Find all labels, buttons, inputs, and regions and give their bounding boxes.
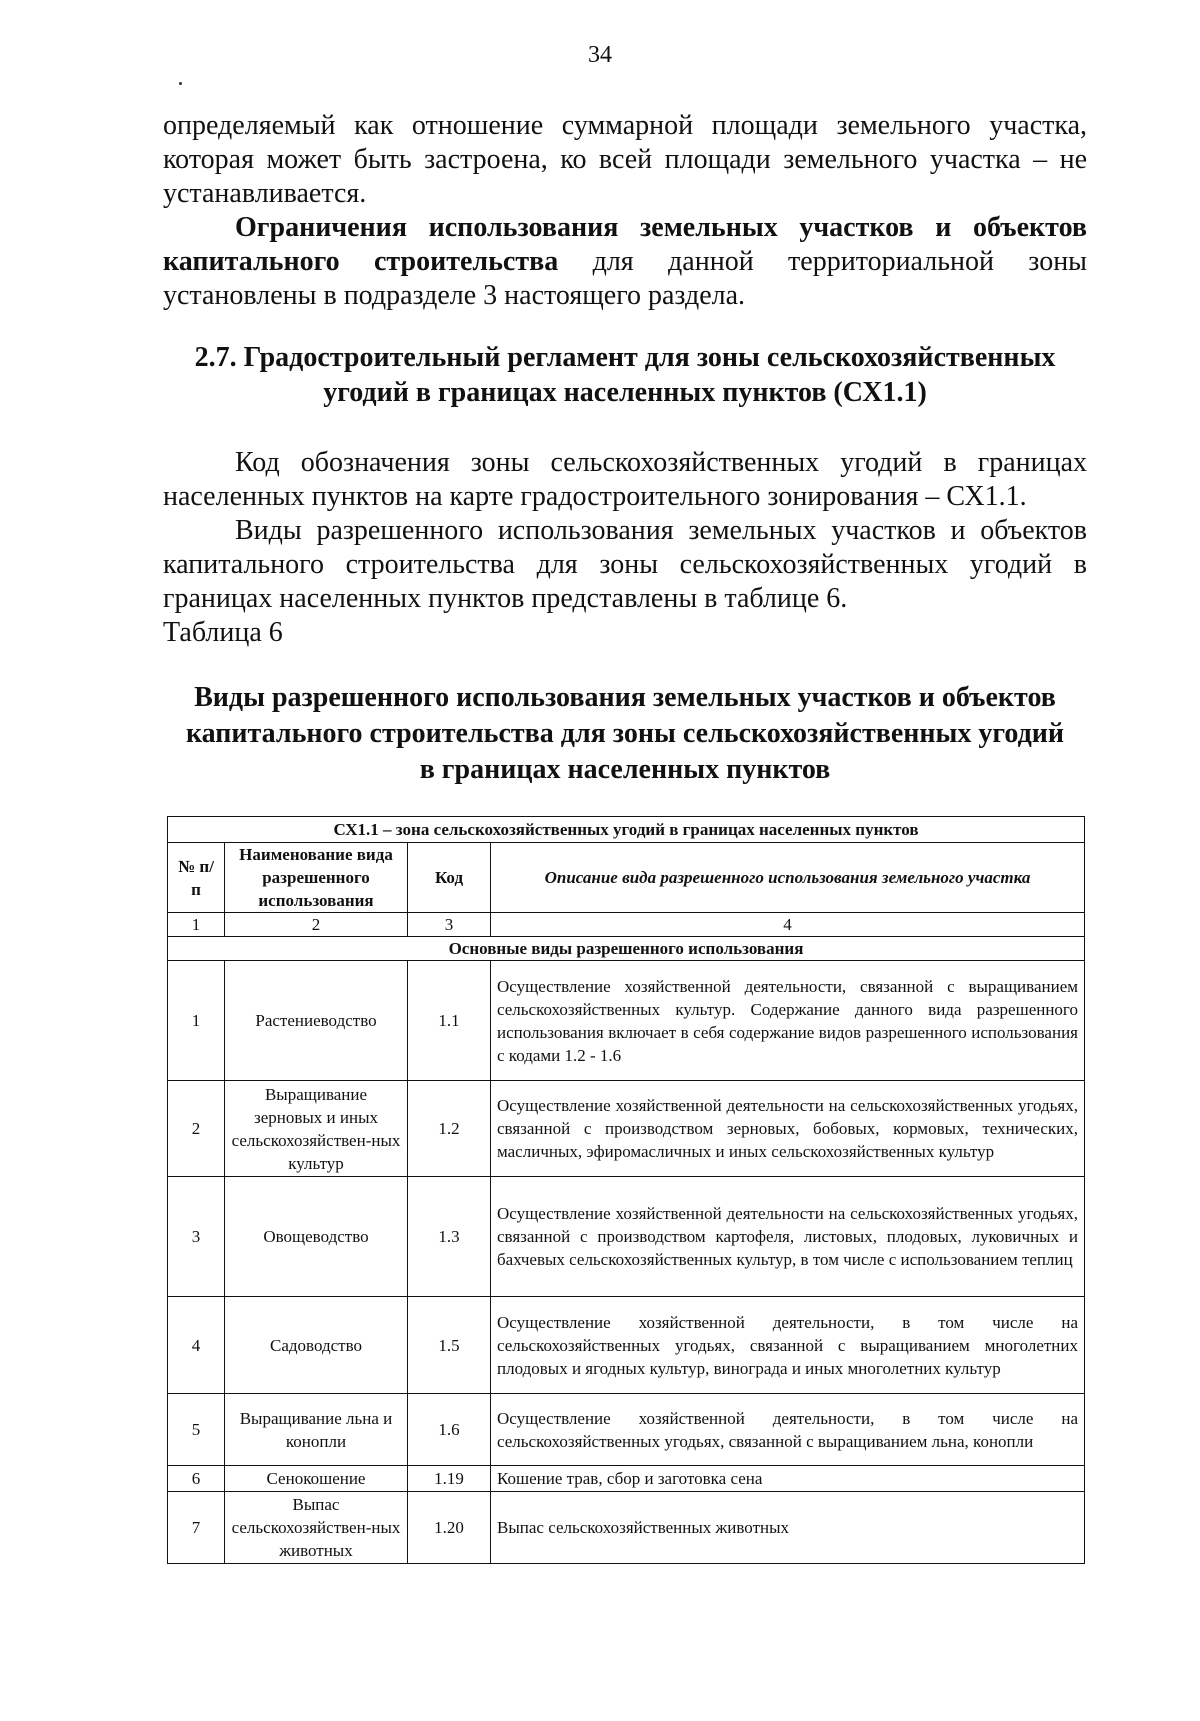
permitted-use-table — [167, 816, 1085, 1564]
row-desc: Осуществление хозяйственной деятельности, в том числе на сельскохозяйственных угодьях, связанной с выращиванием льна, конопли — [491, 1394, 1085, 1466]
row-desc: Выпас сельскохозяйственных животных — [491, 1492, 1085, 1564]
row-code: 1.3 — [408, 1177, 491, 1297]
group-header-row — [168, 937, 1085, 961]
row-name: Выпас сельскохозяйствен-ных животных — [225, 1492, 408, 1564]
col-header-code: Код — [408, 843, 491, 913]
row-desc: Осуществление хозяйственной деятельности, связанной с выращиванием сельскохозяйственных культур. Содержание данного вида разрешенного использования включает в себя содержание видов разрешенного использования с кодами 1.2 - 1.6 — [491, 961, 1085, 1081]
row-num: 1 — [168, 961, 225, 1081]
column-header-row — [168, 843, 1085, 913]
row-code: 1.20 — [408, 1492, 491, 1564]
row-desc: Кошение трав, сбор и заготовка сена — [491, 1466, 1085, 1492]
table-label: Таблица 6 — [163, 617, 283, 648]
row-code: 1.1 — [408, 961, 491, 1081]
row-num: 2 — [168, 1081, 225, 1177]
table-title-line-3: в границах населенных пунктов — [419, 754, 831, 785]
col-header-desc: Описание вида разрешенного использования земельного участка — [491, 843, 1085, 913]
group-header: Основные виды разрешенного использования — [168, 937, 1085, 961]
row-name: Выращивание зерновых и иных сельскохозяйствен-ных культур — [225, 1081, 408, 1177]
col-header-name: Наименование вида разрешенного использования — [225, 843, 408, 913]
row-name: Выращивание льна и конопли — [225, 1394, 408, 1466]
row-desc: Осуществление хозяйственной деятельности на сельскохозяйственных угодьях, связанной с производством картофеля, листовых, плодовых, луковичных и бахчевых сельскохозяйственных культур, в том числе с использованием теплиц — [491, 1177, 1085, 1297]
row-name: Растениеводство — [225, 961, 408, 1081]
page-number: 34 — [588, 42, 612, 68]
zone-header-row — [168, 817, 1085, 843]
table-row — [168, 961, 1085, 1081]
col-header-num: № п/п — [168, 843, 225, 913]
row-code: 1.2 — [408, 1081, 491, 1177]
table-row — [168, 1297, 1085, 1394]
table-row — [168, 1081, 1085, 1177]
col-number: 2 — [225, 913, 408, 937]
row-num: 6 — [168, 1466, 225, 1492]
section-title-line-2: угодий в границах населенных пунктов (СХ1.1) — [323, 377, 927, 408]
row-name: Овощеводство — [225, 1177, 408, 1297]
body-text — [163, 446, 1087, 650]
column-number-row — [168, 913, 1085, 937]
zone-header: СХ1.1 – зона сельскохозяйственных угодий в границах населенных пунктов — [168, 817, 1085, 843]
intro-paragraph-1: определяемый как отношение суммарной площади земельного участка, которая может быть застроена, ко всей площади земельного участка – не устанавливается. — [163, 110, 1087, 209]
table-row — [168, 1177, 1085, 1297]
row-desc: Осуществление хозяйственной деятельности на сельскохозяйственных угодьях, связанной с производством зерновых, бобовых, кормовых, технических, масличных, эфиромасличных и иных сельскохозяйственных культур — [491, 1081, 1085, 1177]
row-code: 1.5 — [408, 1297, 491, 1394]
table-row — [168, 1394, 1085, 1466]
intro-paragraph-2 — [163, 211, 1087, 313]
table-row — [168, 1492, 1085, 1564]
row-code: 1.19 — [408, 1466, 491, 1492]
body-paragraph-1: Код обозначения зоны сельскохозяйственных угодий в границах населенных пунктов на карте градостроительного зонирования – СХ1.1. — [163, 447, 1087, 512]
table-title — [163, 680, 1087, 788]
row-code: 1.6 — [408, 1394, 491, 1466]
intro-paragraph-2-bold: Ограничения использования земельных участков и объектов капитального строительства — [163, 212, 1087, 277]
table-title-line-2: капитального строительства для зоны сельскохозяйственных угодий — [185, 718, 1065, 749]
intro-text — [163, 109, 1087, 313]
table-row — [168, 1466, 1085, 1492]
row-num: 7 — [168, 1492, 225, 1564]
intro-paragraph-2-rest: для данной территориальной зоны установлены в подразделе 3 настоящего раздела. — [163, 246, 1087, 311]
section-title-line-1: 2.7. Градостроительный регламент для зоны сельскохозяйственных — [194, 342, 1056, 373]
col-number: 3 — [408, 913, 491, 937]
row-name: Садоводство — [225, 1297, 408, 1394]
row-desc: Осуществление хозяйственной деятельности, в том числе на сельскохозяйственных угодьях, связанной с выращиванием многолетних плодовых и ягодных культур, винограда и иных многолетних культур — [491, 1297, 1085, 1394]
section-title — [163, 340, 1087, 410]
row-num: 3 — [168, 1177, 225, 1297]
row-name: Сенокошение — [225, 1466, 408, 1492]
col-number: 1 — [168, 913, 225, 937]
table-title-line-1: Виды разрешенного использования земельных участков и объектов — [194, 682, 1056, 713]
scan-speck — [179, 82, 182, 85]
row-num: 4 — [168, 1297, 225, 1394]
body-paragraph-2: Виды разрешенного использования земельных участков и объектов капитального строительства для зоны сельскохозяйственных угодий в границах населенных пунктов представлены в таблице 6. — [163, 515, 1087, 614]
col-number: 4 — [491, 913, 1085, 937]
row-num: 5 — [168, 1394, 225, 1466]
